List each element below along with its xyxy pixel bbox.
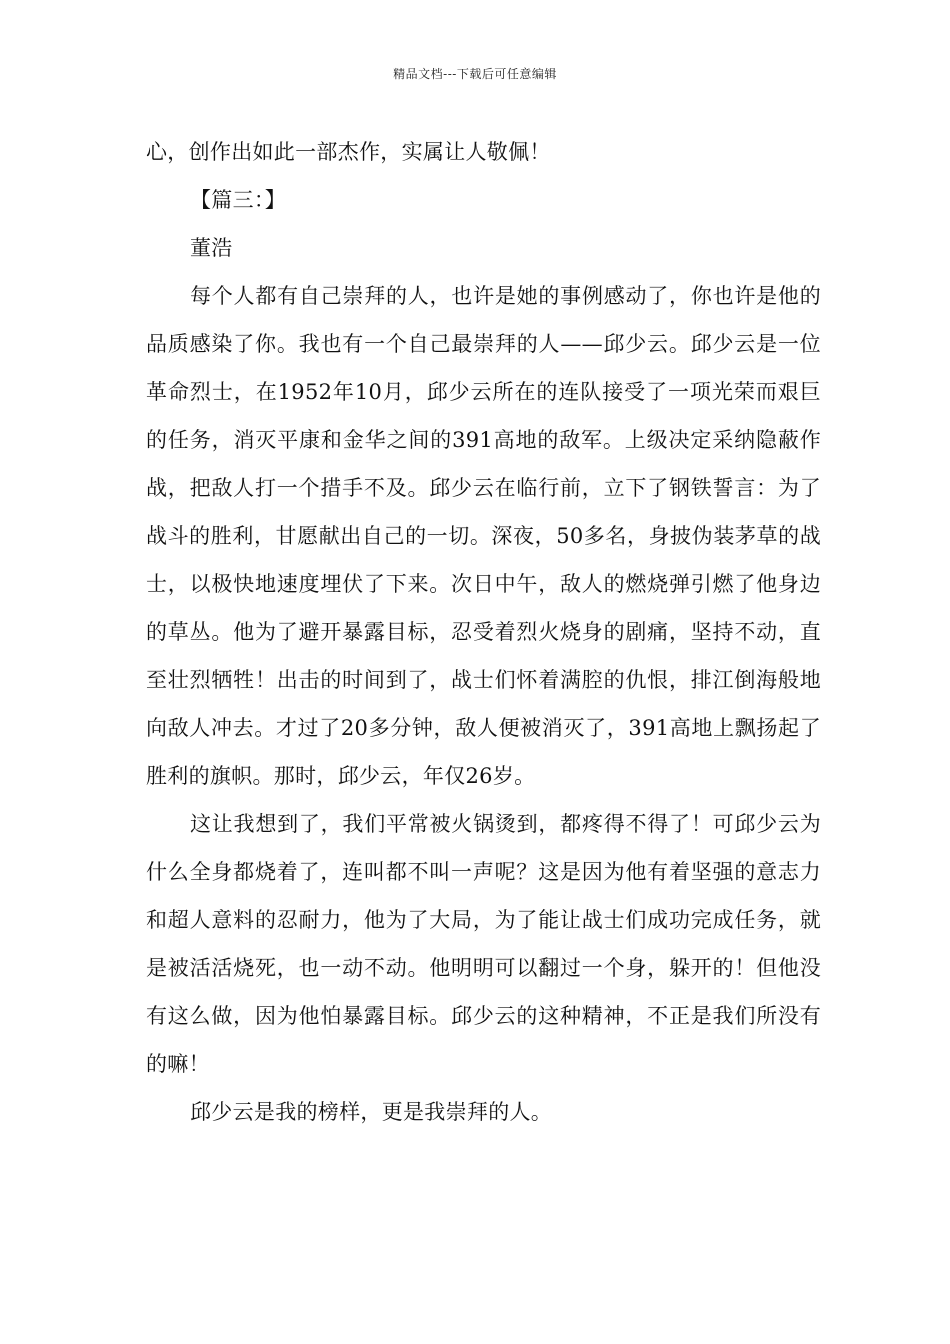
paragraph: 每个人都有自己崇拜的人，也许是她的事例感动了，你也许是他的品质感染了你。我也有一个自己最崇拜的人——邱少云。邱少云是一位革命烈士，在1952年10月，邱少云所在的连队接受了一项光荣而艰巨的任务，消灭平康和金华之间的391高地的敌军。上级决定采纳隐蔽作战，把敌人打一个措手不及。邱少云在临行前，立下了钢铁誓言：为了战斗的胜利，甘愿献出自己的一切。深夜，50多名，身披伪装茅草的战士，以极快地速度埋伏了下来。次日中午，敌人的燃烧弹引燃了他身边的草丛。他为了避开暴露目标，忍受着烈火烧身的剧痛，坚持不动，直至壮烈牺牲！出击的时间到了，战士们怀着满腔的仇恨，排江倒海般地向敌人冲去。才过了20多分钟，敌人便被消灭了，391高地上飘扬起了胜利的旗帜。那时，邱少云，年仅26岁。 xyxy=(146,284,821,788)
document-body xyxy=(146,128,821,1136)
page-header: 精品文档---下载后可任意编辑 xyxy=(393,67,557,81)
paragraph-closing: 邱少云是我的榜样，更是我崇拜的人。 xyxy=(190,1100,553,1124)
author-name: 董浩 xyxy=(190,236,233,260)
section-heading: 【篇三：】 xyxy=(190,188,286,212)
paragraph: 这让我想到了，我们平常被火锅烫到，都疼得不得了！可邱少云为什么全身都烧着了，连叫都不叫一声呢？这是因为他有着坚强的意志力和超人意料的忍耐力，他为了大局，为了能让战士们成功完成任务，就是被活活烧死，也一动不动。他明明可以翻过一个身，躲开的！但他没有这么做，因为他怕暴露目标。邱少云的这种精神，不正是我们所没有的嘛！ xyxy=(146,812,821,1076)
paragraph-continuation: 心，创作出如此一部杰作，实属让人敬佩！ xyxy=(146,140,551,164)
